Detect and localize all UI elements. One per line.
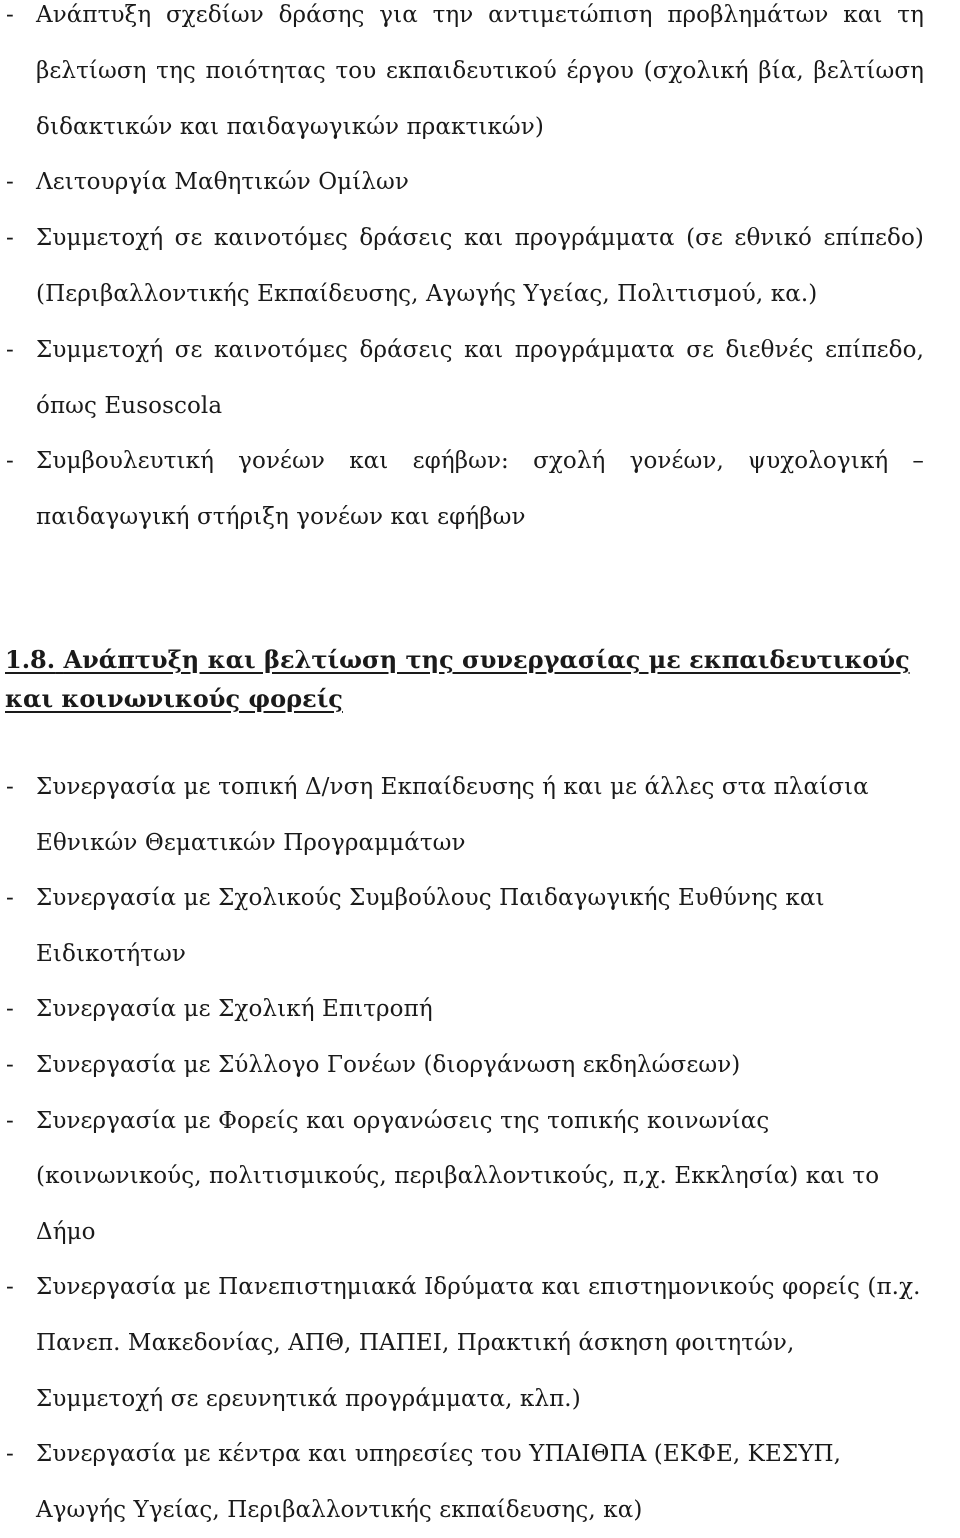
list-item <box>0 155 924 211</box>
action-plans-list <box>0 0 924 546</box>
list-item <box>0 211 924 323</box>
list-item-text: Συνεργασία με Φορείς και οργανώσεις της τοπικής κοινωνίας (κοινωνικούς, πολιτισμικούς, περιβαλλοντικούς, π,χ. Εκκλησία) και το Δήμο <box>36 1107 880 1245</box>
bullet-dash: - <box>6 774 14 800</box>
list-item-text: Λειτουργία Μαθητικών Ομίλων <box>36 169 409 196</box>
list-item <box>0 323 924 435</box>
bullet-dash: - <box>6 1051 14 1078</box>
bullet-dash: - <box>6 2 14 28</box>
list-item <box>0 760 924 871</box>
list-item <box>0 1038 924 1094</box>
bullet-dash: - <box>6 448 14 475</box>
list-item-text: Ανάπτυξη σχεδίων δράσης για την αντιμετώπιση προβλημάτων και τη βελτίωση της ποιότητας του εκπαιδευτικού έργου (σχολική βία, βελτίωση διδακτικών και παιδαγωγικών πρακτικών) <box>36 2 924 140</box>
list-item-text: Συνεργασία με Σχολική Επιτροπή <box>36 996 433 1023</box>
list-item <box>0 1094 924 1261</box>
bullet-dash: - <box>6 169 14 196</box>
list-item-text: Συνεργασία με Σύλλογο Γονέων (διοργάνωση εκδηλώσεων) <box>36 1051 741 1078</box>
section-number: 1.8. <box>5 645 56 674</box>
bullet-dash: - <box>6 1274 14 1301</box>
list-item-text: Συνεργασία με τοπική Δ/νση Εκπαίδευσης ή και με άλλες στα πλαίσια Εθνικών Θεματικών Προγραμμάτων <box>36 774 869 856</box>
bullet-dash: - <box>6 225 14 252</box>
bullet-dash: - <box>6 1441 14 1468</box>
list-item <box>0 982 924 1038</box>
bullet-dash: - <box>6 1107 14 1134</box>
bullet-dash: - <box>6 885 14 912</box>
list-item <box>0 1260 924 1427</box>
list-item <box>0 1427 924 1538</box>
list-item <box>0 871 924 982</box>
cooperation-list <box>0 760 924 1538</box>
section-heading <box>5 640 920 718</box>
list-item <box>0 0 924 155</box>
bullet-dash: - <box>6 996 14 1023</box>
list-item-text: Συνεργασία με κέντρα και υπηρεσίες του ΥΠΑΙΘΠΑ (ΕΚΦΕ, ΚΕΣΥΠ, Αγωγής Υγείας, Περιβαλλοντικής εκπαίδευσης, κα) <box>36 1441 842 1523</box>
list-item-text: Συνεργασία με Πανεπιστημιακά Ιδρύματα και επιστημονικούς φορείς (π.χ. Πανεπ. Μακεδονίας, ΑΠΘ, ΠΑΠΕΙ, Πρακτική άσκηση φοιτητών, Συμμετοχή σε ερευνητικά προγράμματα, κλπ.) <box>36 1274 921 1412</box>
list-item-text: Συμμετοχή σε καινοτόμες δράσεις και προγράμματα σε διεθνές επίπεδο, όπως Eusoscola <box>36 336 924 419</box>
list-item-text: Συνεργασία με Σχολικούς Συμβούλους Παιδαγωγικής Ευθύνης και Ειδικοτήτων <box>36 885 825 967</box>
list-item-text: Συμβουλευτική γονέων και εφήβων: σχολή γονέων, ψυχολογική – παιδαγωγική στήριξη γονέων και εφήβων <box>36 448 924 531</box>
bullet-dash: - <box>6 336 14 363</box>
list-item <box>0 434 924 546</box>
list-item-text: Συμμετοχή σε καινοτόμες δράσεις και προγράμματα (σε εθνικό επίπεδο) (Περιβαλλοντικής Εκπαίδευσης, Αγωγής Υγείας, Πολιτισμού, κα.) <box>36 225 924 307</box>
section-title: Ανάπτυξη και βελτίωση της συνεργασίας με εκπαιδευτικούς και κοινωνικούς φορείς <box>5 645 910 713</box>
